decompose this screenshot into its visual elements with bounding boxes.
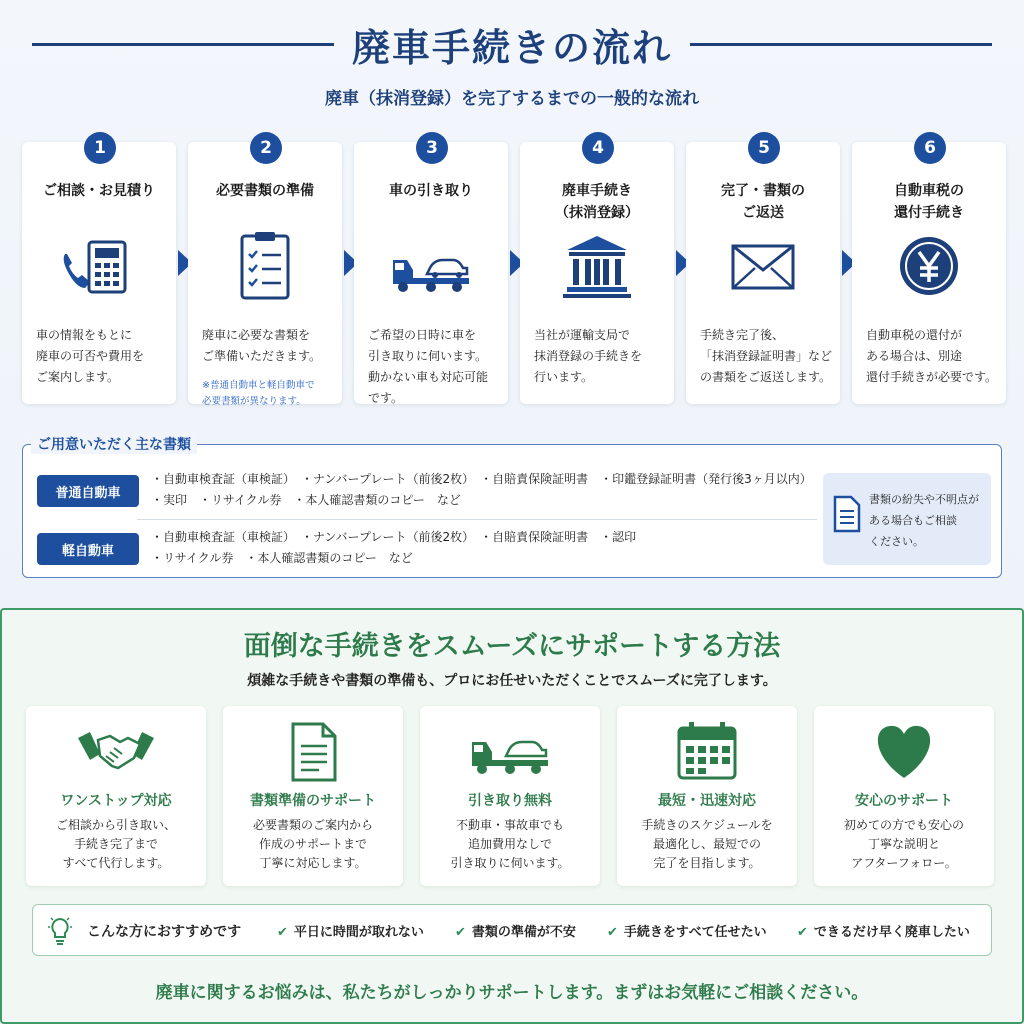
document-icon	[833, 495, 861, 533]
lightbulb-icon	[47, 915, 73, 947]
government-building-icon	[557, 232, 637, 302]
step-number: 4	[582, 132, 614, 164]
step-description: 車の情報をもとに 廃車の可否や費用を ご案内します。	[36, 328, 145, 384]
step-number: 5	[748, 132, 780, 164]
documents-note-text: 書類の紛失や不明点が ある場合もご相談 ください。	[869, 493, 979, 548]
step-number: 6	[914, 132, 946, 164]
step-title: 車の引き取り	[389, 183, 473, 199]
documents-line: ・リサイクル券 ・本人確認書類のコピー など	[151, 551, 413, 565]
support-card-title: 最短・迅速対応	[658, 793, 756, 809]
recommendation-item-text: 平日に時間が取れない	[293, 925, 424, 940]
support-card-title: 安心のサポート	[855, 793, 953, 809]
tow-truck-icon	[470, 720, 550, 782]
support-card-fast	[617, 706, 797, 886]
support-card-title: 引き取り無料	[468, 793, 552, 809]
check-icon: ✔	[455, 925, 466, 940]
step-number: 2	[250, 132, 282, 164]
support-card-desc: 初めての方でも安心の 丁寧な説明と アフターフォロー。	[843, 818, 964, 870]
support-card-one-stop	[26, 706, 206, 886]
phone-calculator-icon	[59, 232, 139, 302]
page-subtitle: 廃車（抹消登録）を完了するまでの一般的な流れ	[325, 89, 699, 109]
step-card-5	[686, 138, 840, 404]
support-section	[0, 608, 1024, 1024]
documents-row-standard	[37, 469, 817, 513]
documents-line: ・自動車検査証（車検証） ・ナンバープレート（前後2枚） ・自賠責保険証明書 ・印鑑登録証明書（発行後3ヶ月以内）	[151, 472, 812, 486]
documents-list	[151, 527, 831, 569]
step-description: 廃車に必要な書類を ご準備いただきます。	[202, 328, 322, 363]
support-card-free-pickup	[420, 706, 600, 886]
step-number: 3	[416, 132, 448, 164]
step-description: 自動車税の還付が ある場合は、別途 還付手続きが必要です。	[866, 328, 998, 384]
steps-flow	[22, 132, 1008, 406]
title-divider-right	[690, 43, 992, 46]
support-card-desc: 不動車・事故車でも 追加費用なしで 引き取りに伺います。	[450, 818, 570, 870]
clipboard-checklist-icon	[225, 232, 305, 302]
documents-line: ・自動車検査証（車検証） ・ナンバープレート（前後2枚） ・自賠責保険証明書 ・認印	[151, 530, 637, 544]
step-description: 手続き完了後、 「抹消登録証明書」など の書類をご返送します。	[700, 328, 833, 384]
support-card-desc: 手続きのスケジュールを 最適化し、最短での 完了を目指します。	[641, 818, 773, 870]
step-description: 当社が運輸支局で 抹消登録の手続きを 行います。	[534, 328, 643, 384]
recommendation-item	[797, 921, 970, 940]
documents-row-kei	[37, 527, 817, 571]
recommendation-item	[607, 921, 767, 940]
recommendation-label: こんな方におすすめです	[87, 924, 242, 940]
check-icon: ✔	[797, 925, 808, 940]
step-title: 廃車手続き （抹消登録）	[555, 183, 639, 221]
support-card-title: 書類準備のサポート	[250, 793, 376, 809]
support-title: 面倒な手続きをスムーズにサポートする方法	[243, 631, 781, 662]
step-card-3	[354, 138, 508, 405]
support-card-desc: ご相談から引き取い、 手続き完了まで すべて代行します。	[55, 818, 176, 870]
recommendation-item	[455, 921, 576, 940]
handshake-icon	[76, 720, 156, 782]
closing-message: 廃車に関するお悩みは、私たちがしっかりサポートします。まずはお気軽にご相談ください。	[155, 983, 869, 1003]
support-card-documents	[223, 706, 403, 886]
recommendation-bar	[32, 904, 992, 956]
step-description: ご希望の日時に車を 引き取りに伺います。 動かない車も対応可能 です。	[368, 328, 489, 405]
documents-note	[823, 473, 991, 565]
check-icon: ✔	[277, 925, 288, 940]
documents-list	[151, 469, 831, 511]
document-icon	[273, 720, 353, 782]
documents-divider	[137, 519, 817, 520]
step-card-6	[852, 138, 1006, 404]
step-title: 必要書類の準備	[216, 183, 314, 199]
recommendation-item	[277, 921, 424, 940]
recommendation-item-text: 手続きをすべて任せたい	[623, 925, 767, 940]
documents-title: ご用意いただく主な書類	[31, 434, 197, 454]
page-title: 廃車手続きの流れ	[352, 25, 673, 70]
support-subtitle: 煩雑な手続きや書類の準備も、プロにお任せいただくことでスムーズに完了します。	[247, 673, 777, 689]
recommendation-item-text: 書類の準備が不安	[471, 925, 576, 940]
vehicle-type-tag: 普通自動車	[37, 475, 139, 507]
step-card-2	[188, 138, 342, 407]
title-divider-left	[32, 43, 334, 46]
yen-coin-icon	[889, 232, 969, 302]
tow-truck-icon	[391, 232, 471, 302]
support-card-desc: 必要書類のご案内から 作成のサポートまで 丁寧に対応します。	[252, 818, 373, 870]
recommendation-item-text: できるだけ早く廃車したい	[813, 925, 970, 940]
step-title: 完了・書類の ご返送	[721, 183, 805, 221]
support-card-title: ワンストップ対応	[60, 793, 172, 809]
vehicle-type-tag: 軽自動車	[37, 533, 139, 565]
step-card-1	[22, 138, 176, 404]
calendar-icon	[667, 720, 747, 782]
step-title: 自動車税の 還付手続き	[894, 183, 964, 221]
documents-line: ・実印 ・リサイクル券 ・本人確認書類のコピー など	[151, 493, 461, 507]
step-number: 1	[84, 132, 116, 164]
heart-icon	[864, 720, 944, 782]
title-row	[32, 18, 992, 70]
envelope-icon	[723, 232, 803, 302]
check-icon: ✔	[607, 925, 618, 940]
support-card-peace-of-mind	[814, 706, 994, 886]
step-note: ※普通自動車と軽自動車で 必要書類が異なります。	[202, 380, 315, 407]
required-documents-panel	[22, 437, 1002, 578]
step-title: ご相談・お見積り	[43, 183, 155, 199]
step-card-4	[520, 138, 674, 404]
